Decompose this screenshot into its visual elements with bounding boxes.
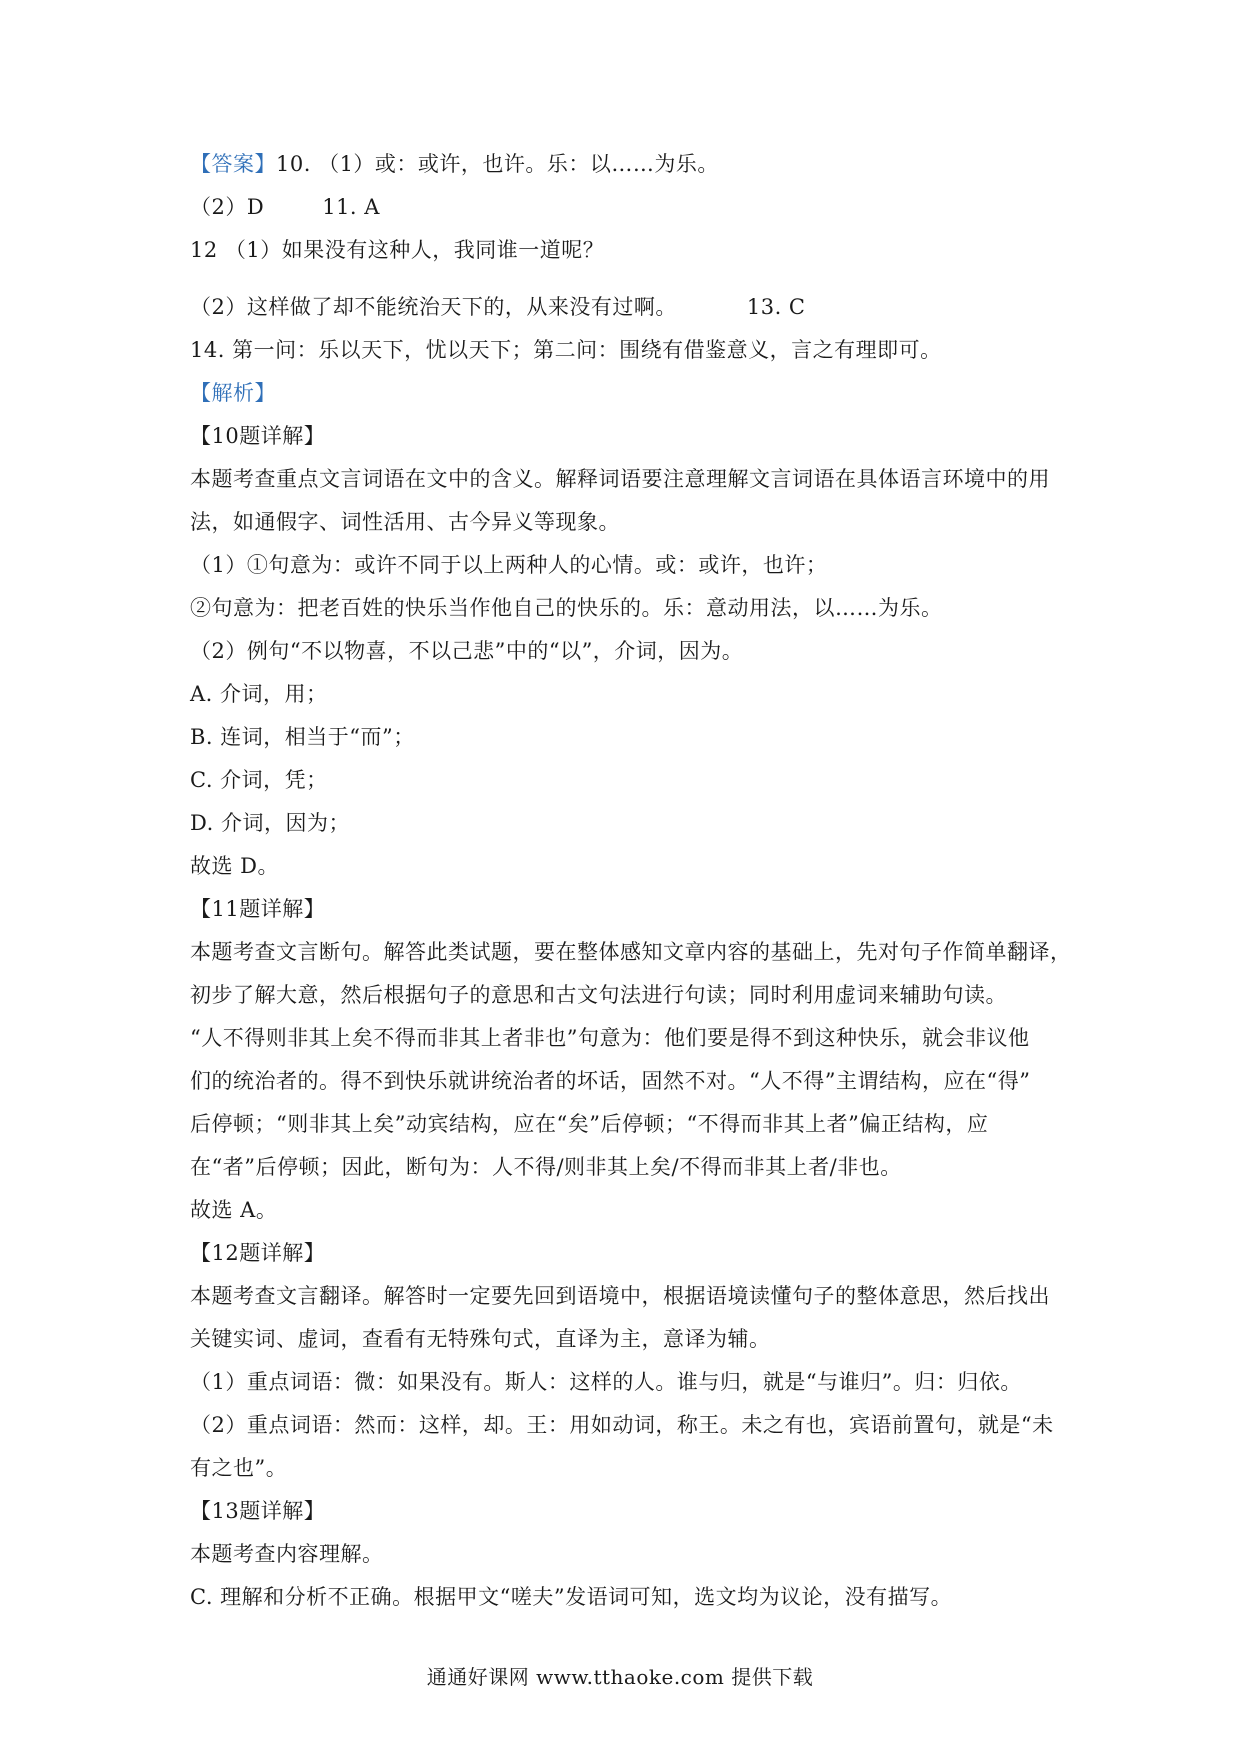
q11-heading: 【11题详解】 — [190, 897, 326, 921]
q10-choice: 故选 D。 — [190, 854, 280, 878]
q10-paragraph: （2）例句“不以物喜，不以己悲”中的“以”，介词，因为。 — [190, 639, 744, 663]
answer-12-2: （2）这样做了却不能统治天下的，从来没有过啊。 — [190, 295, 677, 319]
q11-paragraph: 初步了解大意，然后根据句子的意思和古文句法进行句读；同时利用虚词来辅助句读。 — [190, 983, 1007, 1007]
q12-heading: 【12题详解】 — [190, 1241, 326, 1265]
q11-paragraph: 们的统治者的。得不到快乐就讲统治者的坏话，固然不对。“人不得”主谓结构，应在“得” — [190, 1069, 1031, 1093]
q11-paragraph: 在“者”后停顿；因此，断句为：人不得/则非其上矣/不得而非其上者/非也。 — [190, 1155, 902, 1179]
answer-11: 11. A — [322, 195, 380, 219]
q12-paragraph: 本题考查文言翻译。解答时一定要先回到语境中，根据语境读懂句子的整体意思，然后找出 — [190, 1284, 1050, 1308]
analysis-label: 【解析】 — [190, 381, 276, 405]
q10-paragraph: 法，如通假字、词性活用、古今异义等现象。 — [190, 510, 620, 534]
q10-option-d: D. 介词，因为； — [190, 811, 350, 835]
answer-label: 【答案】 — [190, 152, 276, 176]
answer-line-1 — [190, 150, 719, 178]
answer-10: 10. （1）或：或许，也许。乐：以……为乐。 — [276, 152, 719, 176]
q11-paragraph: 本题考查文言断句。解答此类试题，要在整体感知文章内容的基础上，先对句子作简单翻译， — [190, 940, 1072, 964]
q11-choice: 故选 A。 — [190, 1198, 278, 1222]
q12-paragraph: （2）重点词语：然而：这样，却。王：用如动词，称王。未之有也，宾语前置句，就是“未 — [190, 1413, 1054, 1437]
q12-paragraph: （1）重点词语：微：如果没有。斯人：这样的人。谁与归，就是“与谁归”。归：归依。 — [190, 1370, 1022, 1394]
q10-option-a: A. 介词，用； — [190, 682, 328, 706]
q13-heading: 【13题详解】 — [190, 1499, 326, 1523]
q11-paragraph: “人不得则非其上矣不得而非其上者非也”句意为：他们要是得不到这种快乐，就会非议他 — [190, 1026, 1030, 1050]
q10-option-c: C. 介词，凭； — [190, 768, 328, 792]
answer-10-2: （2）D — [190, 195, 265, 219]
answer-line-5: 14. 第一问：乐以天下，忧以天下；第二问：围绕有借鉴意义，言之有理即可。 — [190, 338, 942, 362]
q10-option-b: B. 连词，相当于“而”； — [190, 725, 415, 749]
q12-paragraph: 关键实词、虚词，查看有无特殊句式，直译为主，意译为辅。 — [190, 1327, 771, 1351]
q10-paragraph: 本题考查重点文言词语在文中的含义。解释词语要注意理解文言词语在具体语言环境中的用 — [190, 467, 1050, 491]
q10-heading: 【10题详解】 — [190, 424, 326, 448]
answer-13: 13. C — [746, 295, 806, 319]
q13-paragraph: C. 理解和分析不正确。根据甲文“嗟夫”发语词可知，选文均为议论，没有描写。 — [190, 1585, 953, 1609]
answer-line-2 — [190, 193, 380, 221]
q11-paragraph: 后停顿；“则非其上矣”动宾结构，应在“矣”后停顿；“不得而非其上者”偏正结构，应 — [190, 1112, 989, 1136]
q13-paragraph: 本题考查内容理解。 — [190, 1542, 384, 1566]
answer-line-4 — [190, 293, 806, 321]
q12-paragraph: 有之也”。 — [190, 1456, 288, 1480]
q10-paragraph: （1）①句意为：或许不同于以上两种人的心情。或：或许，也许； — [190, 553, 828, 577]
page-footer: 通通好课网 www.tthaoke.com 提供下载 — [426, 1665, 814, 1689]
q10-paragraph: ②句意为：把老百姓的快乐当作他自己的快乐的。乐：意动用法，以……为乐。 — [190, 596, 943, 620]
answer-line-3: 12 （1）如果没有这种人，我同谁一道呢？ — [190, 238, 605, 262]
